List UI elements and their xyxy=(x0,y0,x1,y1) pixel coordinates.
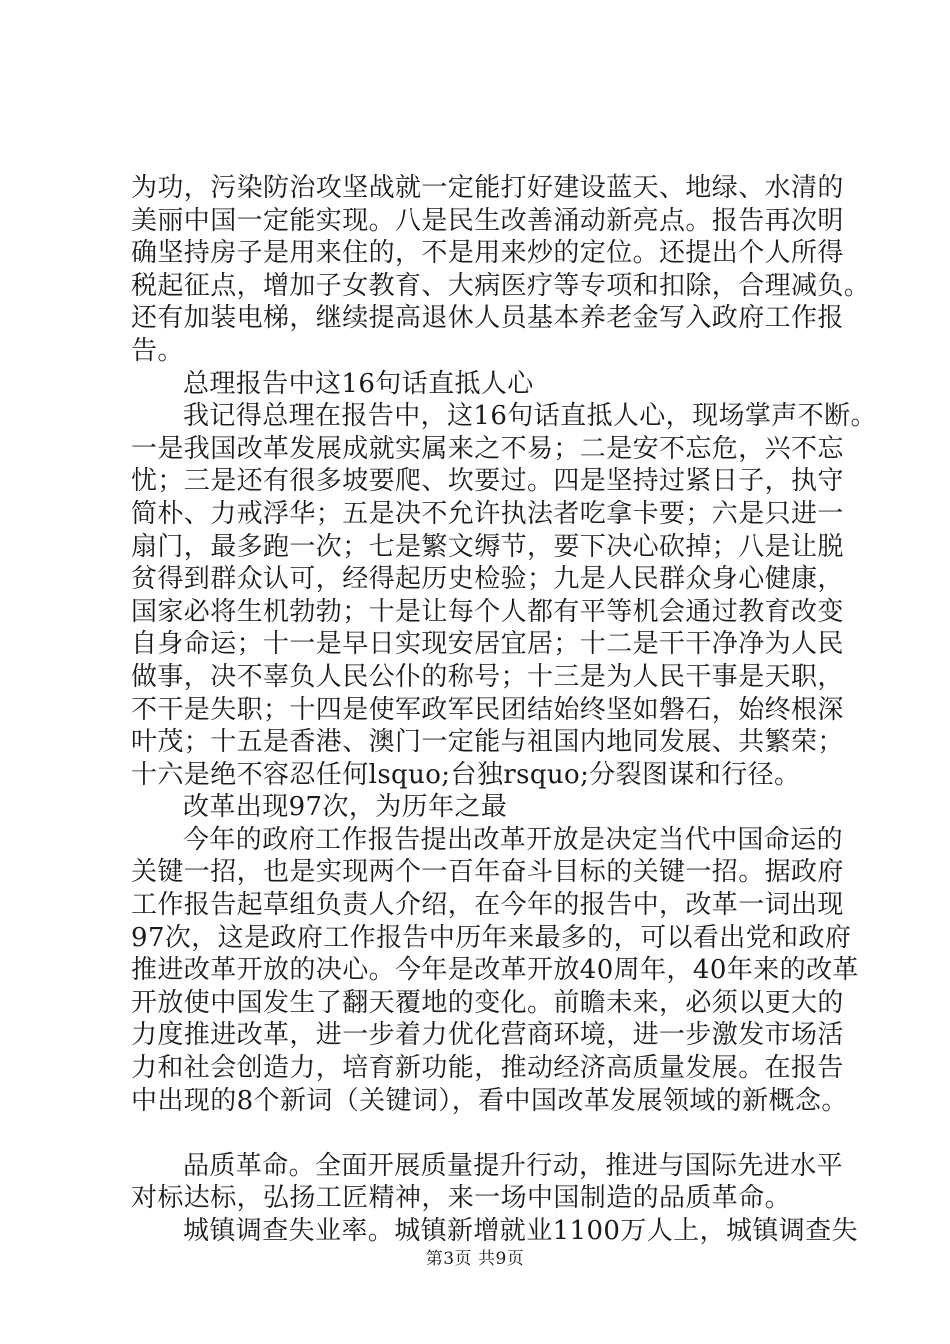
document-body xyxy=(131,172,877,1248)
text-line: 97次，这是政府工作报告中历年来最多的，可以看出党和政府 xyxy=(131,922,852,953)
text-line: 对标达标，弘扬工匠精神，来一场中国制造的品质革命。 xyxy=(131,1183,792,1214)
text-line: 推进改革开放的决心。今年是改革开放40周年，40年来的改革 xyxy=(131,955,859,986)
text-line: 一是我国改革发展成就实属来之不易；二是安不忘危，兴不忘 xyxy=(131,433,844,464)
text-line: 关键一招，也是实现两个一百年奋斗目标的关键一招。据政府 xyxy=(131,857,844,888)
text-line: 忧；三是还有很多坡要爬、坎要过。四是坚持过紧日子，执守 xyxy=(131,466,844,497)
text-line: 确坚持房子是用来住的，不是用来炒的定位。还提出个人所得 xyxy=(131,238,844,269)
text-line: 叶茂；十五是香港、澳门一定能与祖国内地同发展、共繁荣； xyxy=(131,727,844,758)
text-line: 美丽中国一定能实现。八是民生改善涌动新亮点。报告再次明 xyxy=(131,205,844,236)
section-heading: 总理报告中这16句话直抵人心 xyxy=(183,368,534,399)
text-line: 工作报告起草组负责人介绍，在今年的报告中，改革一词出现 xyxy=(131,890,844,921)
text-line: 扇门，最多跑一次；七是繁文缛节，要下决心砍掉；八是让脱 xyxy=(131,531,844,562)
text-line: 自身命运；十一是早日实现安居宜居；十二是干干净净为人民 xyxy=(131,629,844,660)
blank-line xyxy=(131,1117,851,1150)
text-line: 告。 xyxy=(131,335,184,366)
text-line: 品质革命。全面开展质量提升行动，推进与国际先进水平 xyxy=(183,1150,844,1181)
text-line: 我记得总理在报告中，这16句话直抵人心，现场掌声不断。 xyxy=(183,401,877,432)
text-line: 国家必将生机勃勃；十是让每个人都有平等机会通过教育改变 xyxy=(131,596,844,627)
section-heading: 改革出现97次，为历年之最 xyxy=(183,792,508,823)
text-line: 贫得到群众认可，经得起历史检验；九是人民群众身心健康， xyxy=(131,564,844,595)
text-line: 十六是绝不容忍任何lsquo;台独rsquo;分裂图谋和行径。 xyxy=(131,759,801,790)
text-line: 开放使中国发生了翻天覆地的变化。前瞻未来，必须以更大的 xyxy=(131,987,844,1018)
text-line: 税起征点，增加子女教育、大病医疗等专项和扣除，合理减负。 xyxy=(131,270,871,301)
text-line: 今年的政府工作报告提出改革开放是决定当代中国命运的 xyxy=(183,824,844,855)
text-line: 做事，决不辜负人民公仆的称号；十三是为人民干事是天职， xyxy=(131,661,844,692)
text-line: 力和社会创造力，培育新功能，推动经济高质量发展。在报告 xyxy=(131,1053,844,1084)
page-number-footer: 第3页 共9页 xyxy=(425,1249,525,1269)
text-line: 中出现的8个新词（关键词），看中国改革发展领域的新概念。 xyxy=(131,1085,848,1116)
text-line: 简朴、力戒浮华；五是决不允许执法者吃拿卡要；六是只进一 xyxy=(131,498,844,529)
text-line: 还有加装电梯，继续提高退休人员基本养老金写入政府工作报 xyxy=(131,303,844,334)
text-line: 力度推进改革，进一步着力优化营商环境，进一步激发市场活 xyxy=(131,1020,844,1051)
text-line: 城镇调查失业率。城镇新增就业1100万人上，城镇调查失 xyxy=(183,1216,858,1246)
text-line: 不干是失职；十四是使军政军民团结始终坚如磐石，始终根深 xyxy=(131,694,844,725)
text-line: 为功，污染防治攻坚战就一定能打好建设蓝天、地绿、水清的 xyxy=(131,173,844,203)
